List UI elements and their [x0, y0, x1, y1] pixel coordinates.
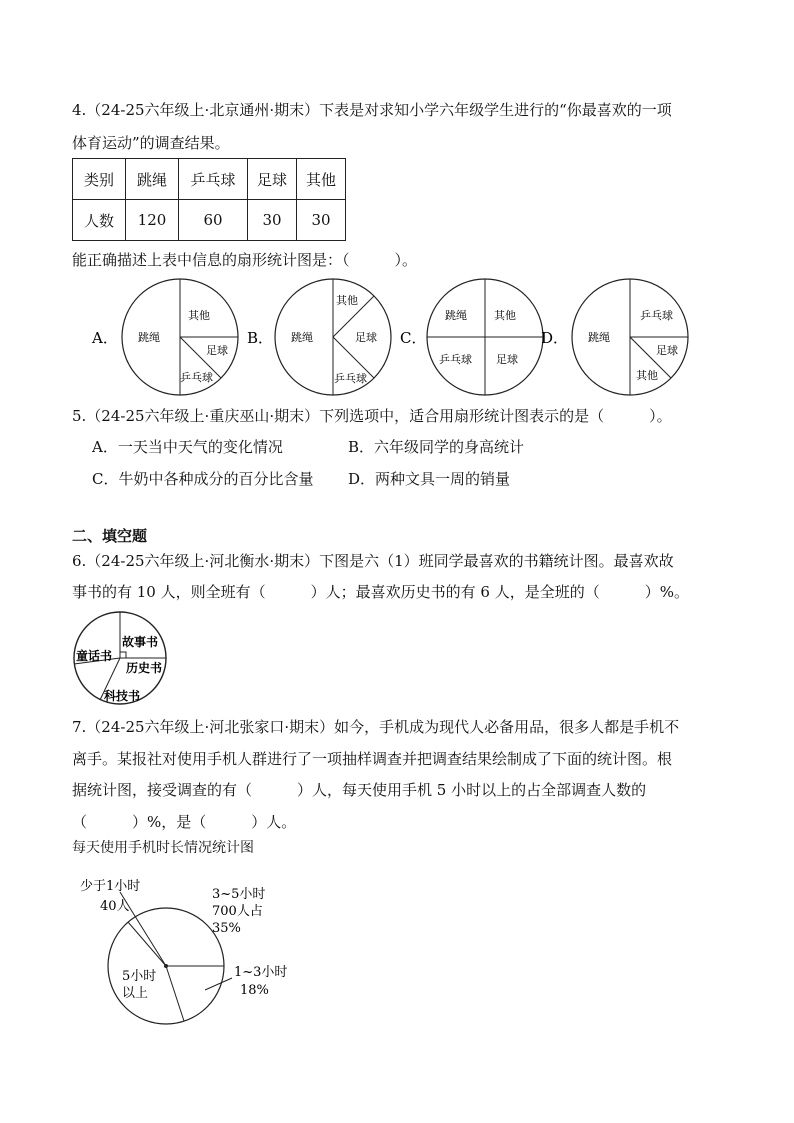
slice-label: 少于1小时 [80, 879, 141, 894]
q7-phone-pie [60, 870, 320, 1040]
chart-title: 每天使用手机时长情况统计图 [72, 840, 254, 856]
q7-line2: 离手。某报社对使用手机人群进行了一项抽样调查并把调查结果绘制成了下面的统计图。根 [72, 750, 673, 768]
slice-label: 1~3小时 [234, 965, 288, 980]
slice-label: 跳绳 [588, 331, 610, 344]
option-b-pie [275, 279, 391, 395]
q5-option-d: D．两种文具一周的销量 [348, 470, 511, 488]
q5-option-a: A．一天当中天气的变化情况 [92, 438, 283, 456]
q4-line1: 4.（24-25六年级上·北京通州·期末）下表是对求知小学六年级学生进行的“你最喜欢的一项 [72, 101, 672, 119]
slice-label: 其他 [636, 369, 658, 382]
slice-label: 乒乓球 [334, 372, 367, 385]
slice-label: 其他 [336, 294, 358, 307]
slice-label: 40人 [100, 899, 130, 914]
slice-label: 足球 [355, 331, 377, 344]
table-cell: 类别 [73, 159, 126, 200]
pie-divider [166, 966, 184, 1021]
table-row [73, 159, 346, 200]
slice-label: 跳绳 [291, 331, 313, 344]
option-c-pie [427, 279, 543, 395]
table-cell: 人数 [73, 200, 126, 241]
option-a-pie [122, 279, 238, 395]
pie-center [164, 964, 168, 968]
q7-line1: 7.（24-25六年级上·河北张家口·期末）如今，手机成为现代人必备用品，很多人都是手机不 [72, 718, 680, 736]
right-angle-mark [120, 652, 126, 658]
survey-table [72, 158, 346, 241]
slice-label: 3~5小时 [212, 887, 266, 902]
q4-question: 能正确描述上表中信息的扇形统计图是：（ ）。 [72, 251, 418, 269]
table-cell: 30 [248, 200, 297, 241]
option-letter: D． [541, 329, 569, 347]
pie-pointer [205, 978, 232, 990]
slice-label: 历史书 [126, 661, 163, 675]
q6-line1: 6.（24-25六年级上·河北衡水·期末）下图是六（1）班同学最喜欢的书籍统计图。最喜欢故 [72, 552, 674, 570]
slice-label: 乒乓球 [640, 309, 673, 322]
slice-label: 700人占 [212, 904, 263, 919]
q6-book-pie [70, 610, 180, 710]
table-cell: 60 [179, 200, 248, 241]
q6-line2: 事书的有 10 人，则全班有（ ）人；最喜欢历史书的有 6 人，是全班的（ ）%。 [72, 583, 689, 601]
option-letter: B． [247, 329, 274, 347]
slice-label: 其他 [494, 309, 516, 322]
q4-line2: 体育运动”的调查结果。 [72, 134, 230, 152]
table-row [73, 200, 346, 241]
slice-label: 其他 [188, 309, 210, 322]
option-letter: A． [92, 329, 118, 347]
slice-label: 5小时 [122, 969, 157, 984]
q7-line4: （ ）%，是（ ）人。 [72, 813, 297, 831]
slice-label: 足球 [656, 344, 678, 357]
slice-label: 乒乓球 [439, 353, 472, 366]
section-title: 二、填空题 [72, 527, 148, 545]
table-cell: 30 [297, 200, 346, 241]
slice-label: 科技书 [104, 689, 141, 703]
q5-option-c: C．牛奶中各种成分的百分比含量 [92, 470, 314, 488]
q4-options-figure [0, 274, 794, 400]
slice-label: 故事书 [122, 635, 159, 649]
slice-label: 跳绳 [445, 309, 467, 322]
slice-label: 35% [212, 921, 241, 936]
q7-line3: 据统计图，接受调查的有（ ）人，每天使用手机 5 小时以上的占全部调查人数的 [72, 781, 647, 799]
slice-label: 以上 [122, 986, 149, 1001]
slice-label: 乒乓球 [180, 371, 213, 384]
slice-label: 跳绳 [138, 331, 160, 344]
table-cell: 120 [126, 200, 179, 241]
slice-label: 童话书 [76, 649, 113, 663]
table-cell: 其他 [297, 159, 346, 200]
table-cell: 跳绳 [126, 159, 179, 200]
slice-label: 18% [240, 983, 269, 998]
slice-label: 足球 [206, 344, 228, 357]
q5-option-b: B．六年级同学的身高统计 [348, 438, 525, 456]
option-d-pie [572, 279, 688, 395]
q5-line1: 5.（24-25六年级上·重庆巫山·期末）下列选项中，适合用扇形统计图表示的是（ ）。 [72, 407, 672, 425]
option-letter: C． [400, 329, 427, 347]
table-cell: 足球 [248, 159, 297, 200]
slice-label: 足球 [496, 353, 518, 366]
table-cell: 乒乓球 [179, 159, 248, 200]
pie-divider [128, 922, 166, 966]
